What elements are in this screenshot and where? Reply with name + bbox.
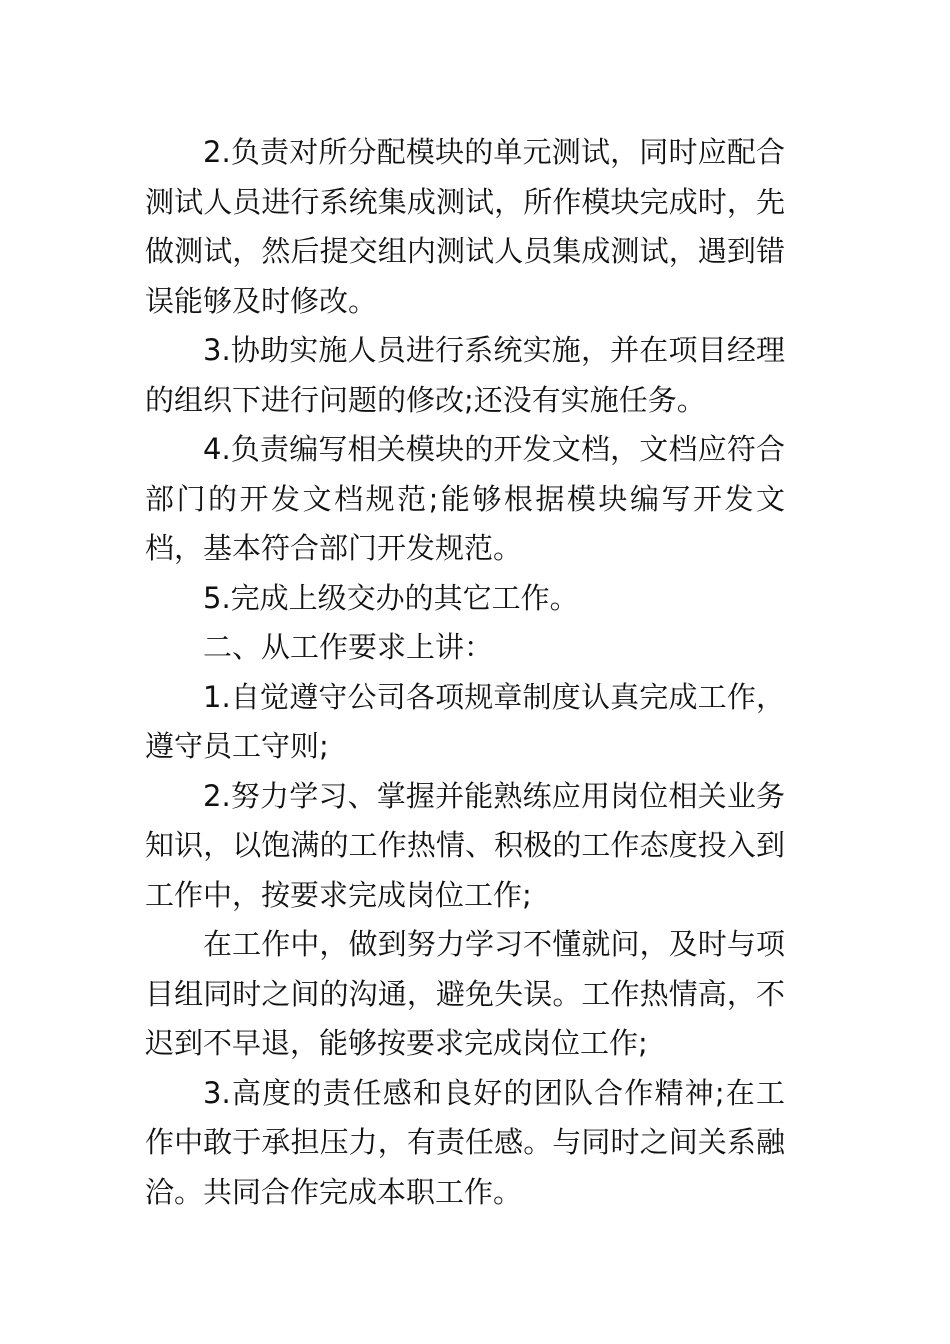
paragraph-duty-4: 4.负责编写相关模块的开发文档，文档应符合部门的开发文档规范;能够根据模块编写开发文档，基本符合部门开发规范。	[145, 432, 785, 565]
paragraph-duty-3: 3.协助实施人员进行系统实施，并在项目经理的组织下进行问题的修改;还没有实施任务。	[145, 333, 785, 417]
section-heading-requirements: 二、从工作要求上讲：	[203, 630, 494, 664]
paragraph-duty-2: 2.负责对所分配模块的单元测试，同时应配合测试人员进行系统集成测试，所作模块完成时，先做测试，然后提交组内测试人员集成测试，遇到错误能够及时修改。	[145, 135, 785, 318]
paragraph-requirement-2: 2.努力学习、掌握并能熟练应用岗位相关业务知识，以饱满的工作热情、积极的工作态度投入到工作中，按要求完成岗位工作;	[145, 778, 785, 912]
document-body	[145, 128, 785, 1217]
paragraph-duty-5: 5.完成上级交办的其它工作。	[203, 580, 579, 615]
paragraph-requirement-3: 3.高度的责任感和良好的团队合作精神;在工作中敢于承担压力，有责任感。与同时之间关系融洽。共同合作完成本职工作。	[145, 1075, 785, 1209]
paragraph-requirement-2-detail: 在工作中，做到努力学习不懂就问，及时与项目组同时之间的沟通，避免失误。工作热情高，不迟到不早退，能够按要求完成岗位工作;	[145, 927, 785, 1060]
paragraph-requirement-1: 1.自觉遵守公司各项规章制度认真完成工作，遵守员工守则;	[145, 679, 785, 763]
